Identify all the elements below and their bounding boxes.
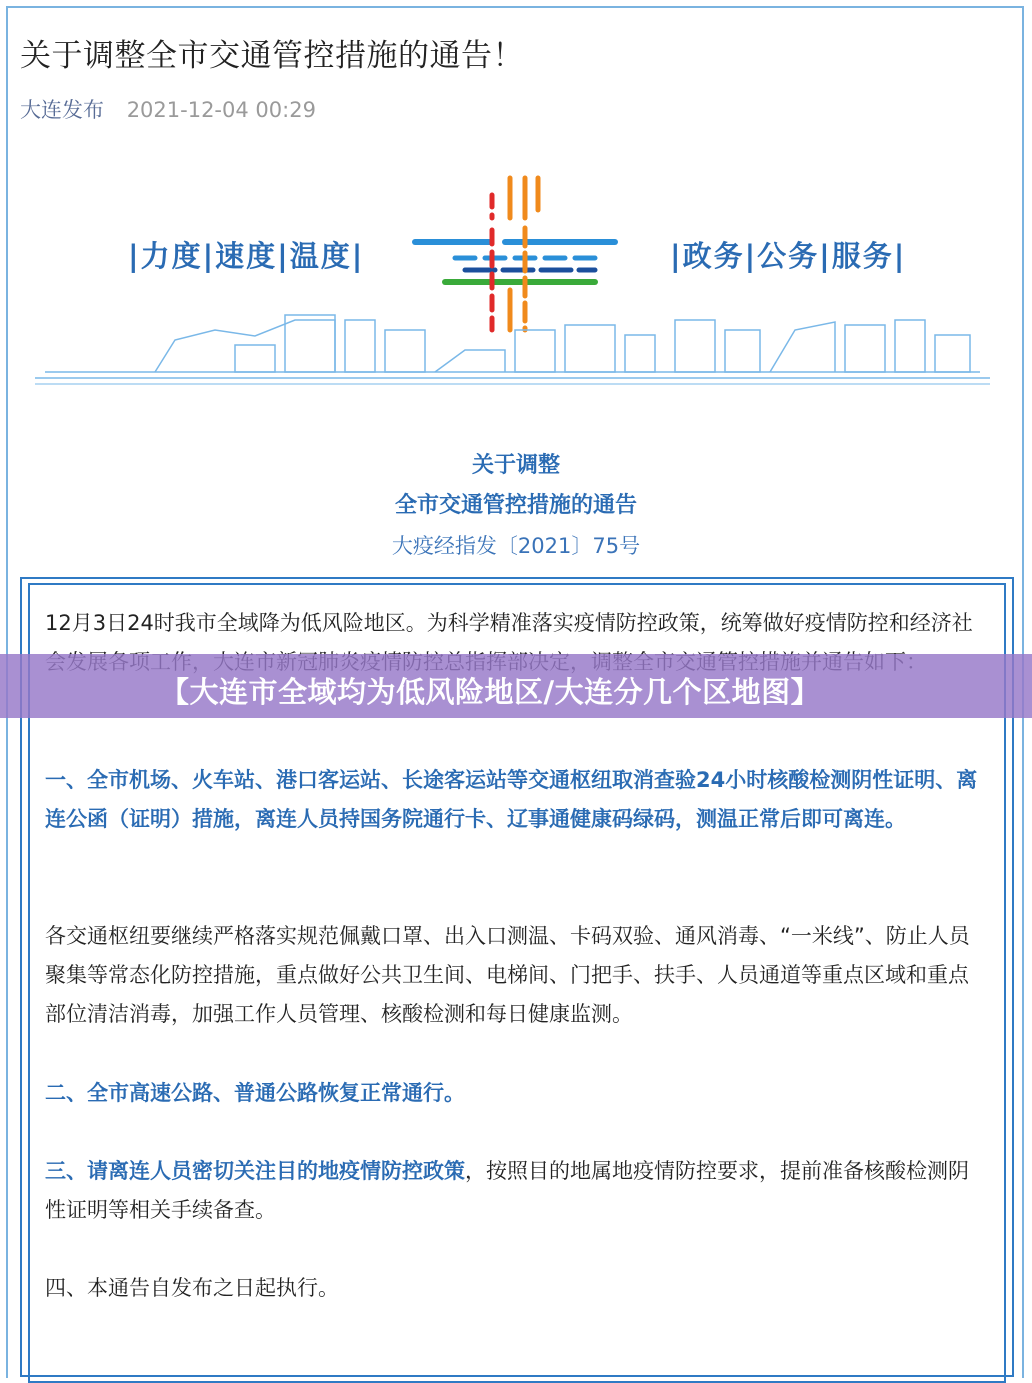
notice-doc-number: 大疫经指发〔2021〕75号 <box>391 534 641 558</box>
city-skyline-icon <box>35 300 990 390</box>
notice-item-4: 四、本通告自发布之日起执行。 <box>45 1276 339 1300</box>
notice-item-3 <box>45 1152 980 1230</box>
notice-heading-line1: 关于调整 <box>471 453 560 478</box>
slogan-right: |政务|公务|服务| <box>670 239 907 273</box>
slogan-left: |力度|速度|温度| <box>128 239 365 273</box>
notice-item-1: 一、全市机场、火车站、港口客运站、长途客运站等交通枢纽取消查验24小时核酸检测阴性证明、离连公函（证明）措施，离连人员持国务院通行卡、辽事通健康码绿码，测温正常后即可离连。 <box>45 768 978 831</box>
notice-heading-line2: 全市交通管控措施的通告 <box>394 493 637 518</box>
notice-item-2: 二、全市高速公路、普通公路恢复正常通行。 <box>45 1081 465 1105</box>
article-title: 关于调整全市交通管控措施的通告！ <box>20 38 524 74</box>
notice-item-1-detail: 各交通枢纽要继续严格落实规范佩戴口罩、出入口测温、卡码双验、通风消毒、“一米线”、防止人员聚集等常态化防控措施，重点做好公共卫生间、电梯间、门把手、扶手、人员通道等重点区域和重点部位清洁消毒，加强工作人员管理、核酸检测和每日健康监测。 <box>45 924 970 1026</box>
notice-intro: 12月3日24时我市全域降为低风险地区。为科学精准落实疫情防控政策，统筹做好疫情防控和经济社 <box>45 611 973 635</box>
article-timestamp: 2021-12-04 00:29 <box>126 98 316 122</box>
notice-item-3-bold: 三、请离连人员密切关注目的地疫情防控政策 <box>45 1159 465 1183</box>
notice-item-3-rest: ，按照目的地属地疫情防控要求，提前准备核酸检测阴性证明等相关手续备查。 <box>45 1159 969 1222</box>
overlay-banner-text[interactable]: 【大连市全域均为低风险地区/大连分几个区地图】 <box>160 675 821 709</box>
article-meta <box>20 94 316 124</box>
article-source-link[interactable]: 大连发布 <box>20 98 104 122</box>
